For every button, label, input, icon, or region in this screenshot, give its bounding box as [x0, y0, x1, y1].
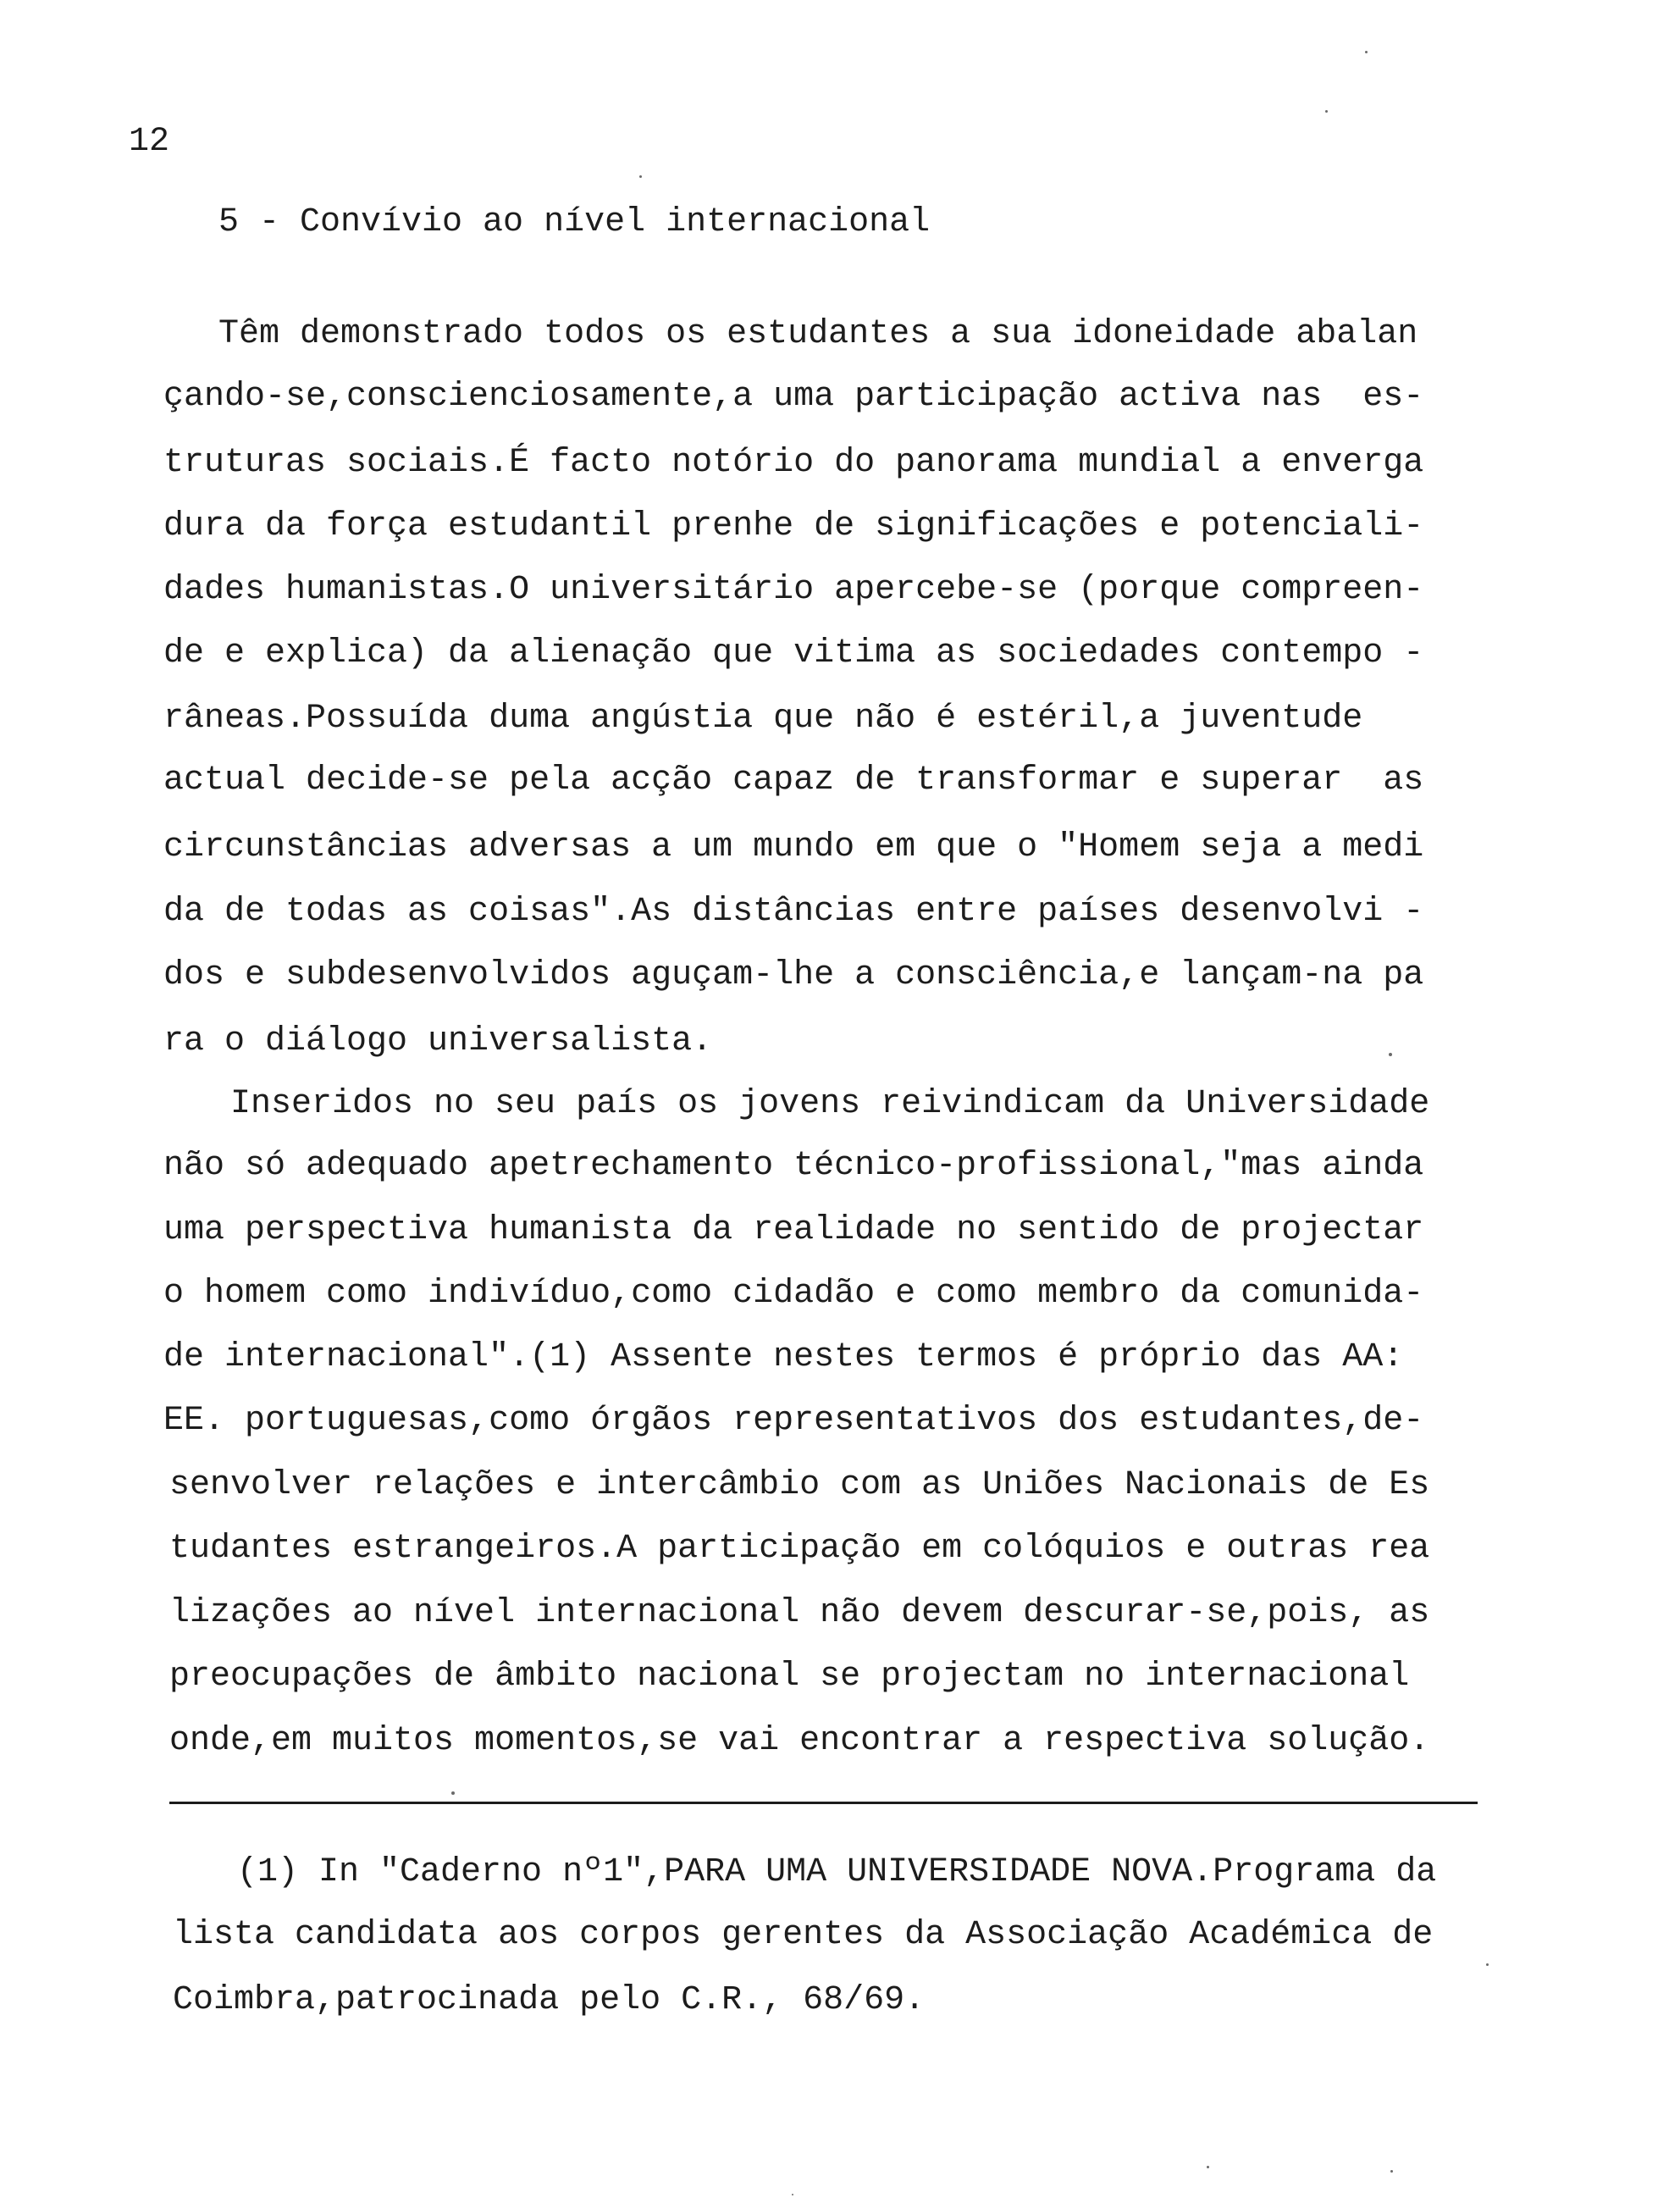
footnote-divider — [169, 1802, 1478, 1804]
paragraph-line: senvolver relações e intercâmbio com as Uniões Nacionais de Es — [169, 1466, 1430, 1504]
paragraph-line: dades humanistas.O universitário apercebe-se (porque compreen- — [163, 571, 1424, 609]
footnote-line: Coimbra,patrocinada pelo C.R., 68/69. — [173, 1981, 926, 2019]
page-number: 12 — [129, 123, 170, 161]
footnote-line: lista candidata aos corpos gerentes da Associação Académica de — [173, 1916, 1434, 1954]
paragraph-line: lizações ao nível internacional não devem descurar-se,pois, as — [169, 1594, 1430, 1632]
paragraph-line: Inseridos no seu país os jovens reivindicam da Universidade — [230, 1085, 1430, 1123]
scan-speck — [1207, 2166, 1209, 2168]
footnote-line: (1) In "Caderno nº1",PARA UMA UNIVERSIDADE NOVA.Programa da — [237, 1853, 1437, 1891]
paragraph-line: uma perspectiva humanista da realidade no sentido de projectar — [163, 1211, 1424, 1249]
paragraph-line: de internacional".(1) Assente nestes termos é próprio das AA: — [163, 1338, 1404, 1376]
paragraph-line: preocupações de âmbito nacional se projectam no internacional — [169, 1658, 1410, 1696]
paragraph-line: circunstâncias adversas a um mundo em que o "Homem seja a medi — [163, 828, 1424, 866]
paragraph-line: dos e subdesenvolvidos aguçam-lhe a consciência,e lançam-na pa — [163, 956, 1424, 994]
scan-speck — [451, 1791, 455, 1795]
paragraph-line: o homem como indivíduo,como cidadão e como membro da comunida- — [163, 1275, 1424, 1313]
paragraph-line: tudantes estrangeiros.A participação em colóquios e outras rea — [169, 1530, 1430, 1568]
paragraph-line: actual decide-se pela acção capaz de transformar e superar as — [163, 761, 1424, 800]
paragraph-line: çando-se,conscienciosamente,a uma participação activa nas es- — [163, 378, 1424, 416]
paragraph-line: da de todas as coisas".As distâncias entre países desenvolvi - — [163, 893, 1424, 931]
paragraph-line: de e explica) da alienação que vitima as sociedades contempo - — [163, 634, 1424, 673]
scan-speck — [1325, 110, 1328, 113]
section-heading: 5 - Convívio ao nível internacional — [218, 203, 931, 241]
paragraph-line: EE. portuguesas,como órgãos representativos dos estudantes,de- — [163, 1402, 1424, 1440]
scan-speck — [1365, 51, 1368, 53]
paragraph-line: não só adequado apetrechamento técnico-profissional,"mas ainda — [163, 1147, 1424, 1185]
scan-speck — [1390, 2170, 1393, 2173]
paragraph-line: onde,em muitos momentos,se vai encontrar a respectiva solução. — [169, 1722, 1430, 1760]
paragraph-line: dura da força estudantil prenhe de significações e potenciali- — [163, 507, 1424, 545]
scan-speck — [639, 175, 642, 178]
paragraph-line: Têm demonstrado todos os estudantes a sua idoneidade abalan — [218, 315, 1418, 353]
paragraph-line: râneas.Possuída duma angústia que não é estéril,a juventude — [163, 700, 1363, 738]
paragraph-line: truturas sociais.É facto notório do panorama mundial a enverga — [163, 444, 1424, 482]
scan-speck — [792, 2194, 793, 2195]
scan-speck — [1389, 1053, 1392, 1056]
paragraph-line: ra o diálogo universalista. — [163, 1022, 713, 1060]
scan-speck — [1486, 1963, 1489, 1966]
